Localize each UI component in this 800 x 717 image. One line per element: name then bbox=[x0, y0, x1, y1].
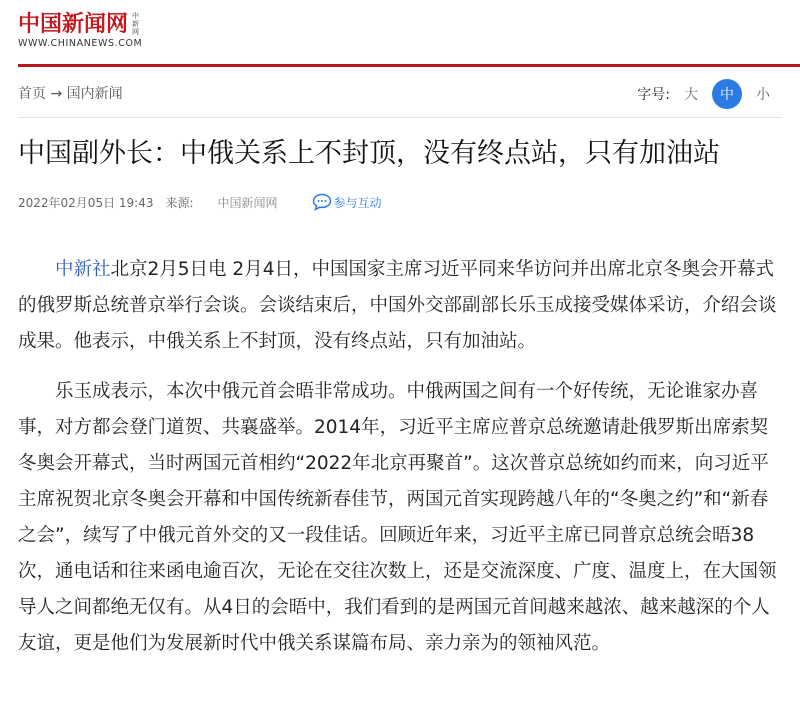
site-logo[interactable] bbox=[18, 10, 142, 50]
article-title: 中国副外长：中俄关系上不封顶，没有终点站，只有加油站 bbox=[18, 138, 720, 169]
font-size-selector bbox=[637, 79, 770, 109]
source-name: 中国新闻网 bbox=[217, 195, 278, 210]
breadcrumb-home[interactable]: 首页 bbox=[18, 86, 46, 102]
paragraph bbox=[18, 252, 784, 360]
logo-row bbox=[18, 10, 142, 38]
breadcrumb-section[interactable]: 国内新闻 bbox=[66, 86, 123, 102]
article-body bbox=[18, 252, 784, 676]
source-label: 来源: bbox=[165, 195, 194, 210]
article-meta bbox=[18, 193, 382, 211]
font-size-medium[interactable]: 中 bbox=[712, 79, 742, 109]
font-size-large[interactable]: 大 bbox=[684, 87, 698, 103]
font-size-label: 字号: bbox=[637, 87, 670, 103]
comment-bubble-icon bbox=[312, 193, 332, 211]
header-divider bbox=[18, 64, 800, 67]
font-size-small[interactable]: 小 bbox=[756, 87, 770, 103]
logo-text: 中国新闻网 bbox=[18, 11, 129, 37]
agency-link[interactable]: 中新社 bbox=[55, 259, 111, 280]
logo-url: WWW.CHINANEWS.COM bbox=[18, 38, 143, 49]
divider bbox=[18, 117, 782, 118]
paragraph: 乐玉成表示，本次中俄元首会晤非常成功。中俄两国之间有一个好传统，无论谁家办喜事，对方都会登门道贺、共襄盛举。2014年，习近平主席应普京总统邀请赴俄罗斯出席索契冬奥会开幕式，当时两国元首相约“2022年北京再聚首”。这次普京总统如约而来，向习近平主席祝贺北京冬奥会开幕和中国传统新春佳节，两国元首实现跨越八年的“冬奥之约”和“新春之会”，续写了中俄元首外交的又一段佳话。回顾近年来，习近平主席已同普京总统会晤38次，通电话和往来函电逾百次，无论在交往次数上，还是交流深度、广度、温度上，在大国领导人之间都绝无仅有。从4日的会晤中，我们看到的是两国元首间越来越浓、越来越深的个人友谊，更是他们为发展新时代中俄关系谋篇布局、亲力亲为的领袖风范。 bbox=[18, 381, 777, 654]
interact-link[interactable] bbox=[312, 193, 382, 211]
breadcrumb bbox=[18, 83, 123, 103]
breadcrumb-arrow-icon: → bbox=[50, 86, 63, 102]
paragraph-text: 北京2月5日电 2月4日，中国国家主席习近平同来华访问并出席北京冬奥会开幕式的俄罗斯总统普京举行会谈。会谈结束后，中国外交部副部长乐玉成接受媒体采访，介绍会谈成果。他表示，中俄关系上不封顶，没有终点站，只有加油站。 bbox=[18, 259, 777, 352]
interact-label: 参与互动 bbox=[333, 195, 382, 210]
publish-datetime: 2022年02月05日 19:43 bbox=[18, 195, 154, 210]
logo-small-text: 中新网 bbox=[132, 12, 140, 36]
